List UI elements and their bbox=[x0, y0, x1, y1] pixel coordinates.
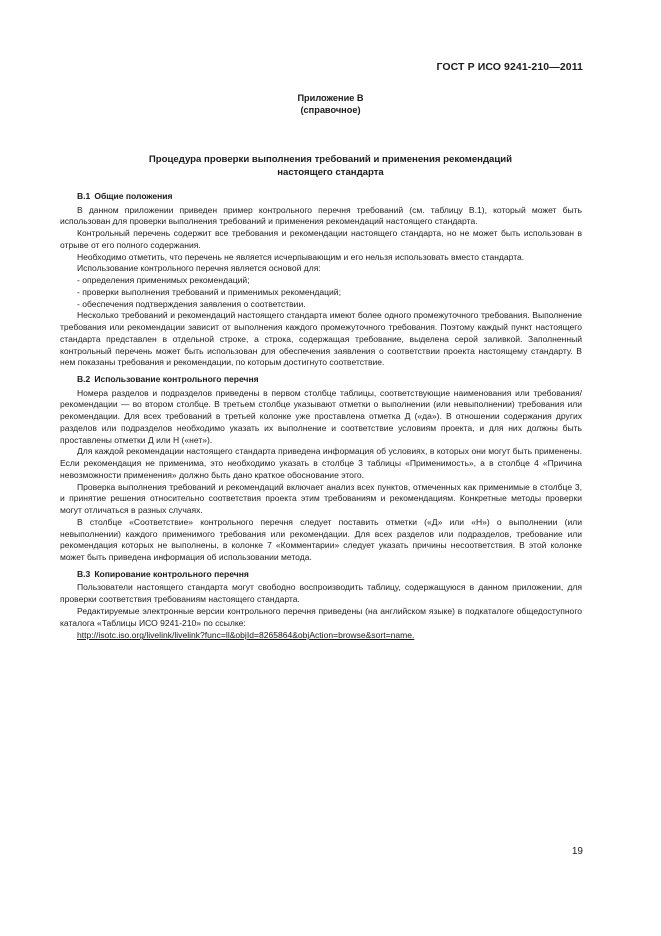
section-number: В.3 bbox=[77, 568, 91, 579]
paragraph: Несколько требований и рекомендаций настоящего стандарта имеют более одного промежуточного требования. Выполнение требования или рекомендации зависит от выполнения каждого промежуточного требования. Поэтому каждый пункт настоящего стандарта представлен в отдельной строке, а строка, содержащая требование, выделена серой заливкой. Заполненный контрольный перечень может быть использован для обеспечения заявления о соответствии проекта настоящему стандарту. В нем показаны требования и рекомендации, по которым достигнуто соответствие. bbox=[60, 310, 582, 368]
section-number: В.1 bbox=[77, 191, 91, 201]
standard-header: ГОСТ Р ИСО 9241-210—2011 bbox=[436, 61, 583, 73]
section-number: В.2 bbox=[77, 374, 91, 384]
appendix-title: Приложение В bbox=[297, 93, 364, 103]
section-title: Общие положения bbox=[94, 191, 173, 201]
link-paragraph bbox=[60, 630, 582, 642]
section-title: Копирование контрольного перечня bbox=[94, 568, 249, 579]
page-number: 19 bbox=[571, 846, 583, 857]
document-title bbox=[0, 154, 661, 179]
paragraph: Контрольный перечень содержит все требования и рекомендации настоящего стандарта, но не может быть использован в отрыве от его полного содержания. bbox=[60, 228, 582, 250]
section-heading-b3 bbox=[77, 569, 582, 581]
iso-livelink-link[interactable]: http://isotc.iso.org/livelink/livelink?func=ll&objId=8265864&objAction=browse&sort=name. bbox=[77, 630, 415, 641]
appendix-subtitle: (справочное) bbox=[300, 105, 361, 115]
list-item: - проверки выполнения требований и применимых рекомендаций; bbox=[77, 286, 341, 297]
paragraph: Для каждой рекомендации настоящего стандарта приведена информация об условиях, в которых они могут быть применены. Если рекомендация не применима, это необходимо указать в столбце 3 таблицы «Применимость», а в столбце 4 «Причина невозможности применения» должно быть дано краткое обоснование этого. bbox=[60, 446, 582, 480]
document-title-line-1: Процедура проверки выполнения требований и применения рекомендаций bbox=[148, 154, 513, 165]
paragraph: Необходимо отметить, что перечень не является исчерпывающим и его нельзя использовать вместо стандарта. bbox=[77, 251, 525, 262]
section-title: Использование контрольного перечня bbox=[94, 374, 259, 384]
section-heading-b1 bbox=[77, 191, 582, 203]
document-body bbox=[60, 191, 582, 642]
paragraph: Редактируемые электронные версии контрольного перечня приведены (на английском языке) в подкаталоге общедоступного каталога «Таблицы ИСО 9241-210» по ссылке: bbox=[60, 605, 582, 628]
paragraph: Пользователи настоящего стандарта могут свободно воспроизводить таблицу, содержащуюся в данном приложении, для проверки соответствия требованиям настоящего стандарта. bbox=[60, 582, 582, 604]
section-heading-b2 bbox=[77, 374, 582, 386]
paragraph: Номера разделов и подразделов приведены в первом столбце таблицы, соответствующие наименования или требования/рекомендации — во втором столбце. В третьем столбце указывают отметки о выполнении (или невыполнении) требования или рекомендации. Для всех требований в третьей колонке уже проставлена отметка Д («да»). В отношении содержания других разделов или подразделов необходимо указать их выполнение и соответствие условиям проекта, и для них должны быть проставлены отметки Д или Н («нет»). bbox=[60, 387, 582, 445]
list-item: - определения применимых рекомендаций; bbox=[77, 275, 250, 285]
paragraph: Использование контрольного перечня является основой для: bbox=[77, 263, 321, 274]
document-title-line-2: настоящего стандарта bbox=[277, 166, 384, 178]
paragraph: В данном приложении приведен пример контрольного перечня требований (см. таблицу В.1), который может быть использован для проверки выполнения требований и применения рекомендаций настоящего стандарта. bbox=[60, 204, 582, 227]
paragraph: В столбце «Соответствие» контрольного перечня следует поставить отметки («Д» или «Н») о выполнении (или невыполнении) каждого применимого требования или рекомендации. Для всех разделов или подразделов, требование или рекомендация которых не выполнены, в колонке 7 «Комментарии» следует указать причины несоответствия. В этой колонке может быть приведена информация об использовании метода. bbox=[60, 516, 582, 562]
paragraph: Проверка выполнения требований и рекомендаций включает анализ всех пунктов, отмеченных как применимые в столбце 3, и принятие решения относительно соответствия проекта этим требованиям и рекомендациям. Конкретные методы проверки могут отличаться в разных случаях. bbox=[60, 481, 582, 515]
appendix-heading bbox=[0, 92, 661, 116]
list-item: - обеспечения подтверждения заявления о соответствии. bbox=[77, 298, 306, 309]
